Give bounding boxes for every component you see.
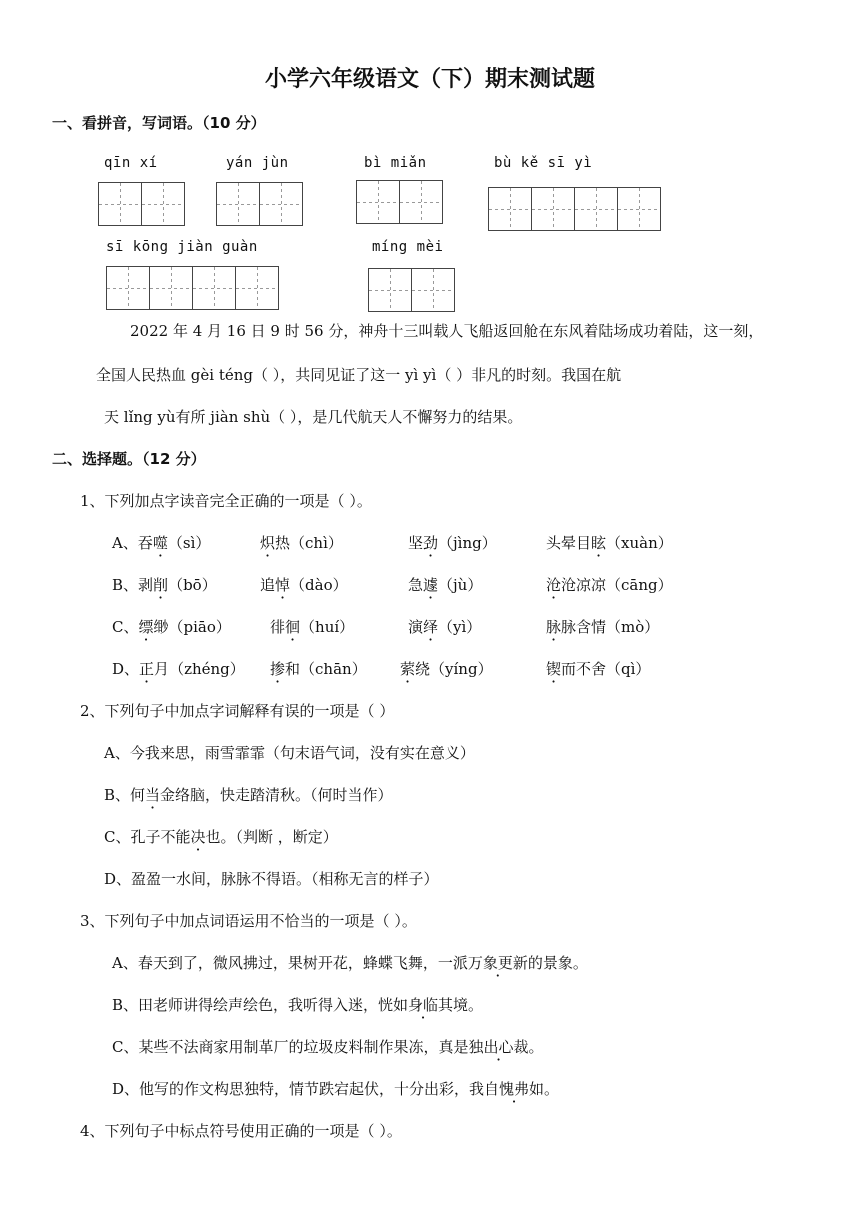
dotted-char: 徊 [285,618,301,636]
pinyin-mingmei: míng mèi [372,239,444,255]
answer-cell[interactable] [488,187,532,231]
word-part: 追 [260,576,276,594]
q1-option-d[interactable] [112,658,245,679]
answer-cell[interactable] [531,187,575,231]
dotted-char: 悼 [275,576,291,594]
word-part: 沧凉凉 [561,576,607,594]
text-part: 的景象。 [527,954,588,972]
dotted-char: 掺 [270,660,286,678]
dotted-char: 决 [190,828,206,846]
dotted-phrase: 独出心裁 [468,1038,529,1056]
section-2-heading: 二、选择题。（12 分） [52,450,206,468]
text-part: B、田老师讲得绘声绘色，我听得入迷， [112,996,379,1014]
dotted-char: 劲 [423,534,439,552]
dotted-char: 削 [153,576,169,594]
dotted-char: 当 [145,786,161,804]
q1-option-c-word-4 [546,616,659,637]
text-part: D、他写的作文构思独特，情节跌宕起伏，十分出彩，我 [112,1080,485,1098]
word-part: 徘 [270,618,286,636]
pinyin-reading: （jù） [438,576,483,594]
text-part: 。 [468,996,484,1014]
text-part: 金络脑，快走踏清秋。（何时当作） [160,786,393,804]
pinyin-reading: （yì） [438,618,482,636]
q1-option-a-word-4 [546,532,673,553]
q2-option-b[interactable] [104,784,393,805]
word-part: 吞 [137,534,153,552]
word-part: 缈 [153,618,169,636]
word-part: 脉含情 [561,618,607,636]
dotted-phrase: 万象更新 [467,954,528,972]
pinyin-reading: （yíng） [430,660,493,678]
word-part: 绕 [415,660,431,678]
answer-grid-sikongjianguan[interactable] [106,266,278,310]
text-part: C、某些不法商家用制革厂的垃圾皮料制作果冻，真是 [112,1038,469,1056]
answer-cell[interactable] [574,187,618,231]
answer-cell[interactable] [98,182,142,226]
q3-option-d[interactable] [112,1078,559,1099]
answer-grid-bimian[interactable] [356,180,442,224]
text-part: 。 [528,1038,544,1056]
word-part: 和 [285,660,301,678]
dotted-char: 眩 [591,534,607,552]
q1-option-d-word-4 [546,658,650,679]
answer-grid-mingmei[interactable] [368,268,454,312]
dotted-char: 绎 [423,618,439,636]
answer-cell[interactable] [368,268,412,312]
pinyin-reading: （piāo） [168,618,231,636]
question-4-stem: 4、下列句子中标点符号使用正确的一项是（ ）。 [80,1122,402,1140]
option-label: A、 [112,534,138,552]
pinyin-reading: （xuàn） [606,534,673,552]
q1-option-c-word-2 [270,616,354,637]
dotted-char: 萦 [400,660,416,678]
answer-cell[interactable] [411,268,455,312]
answer-grid-yanjun[interactable] [216,182,302,226]
pinyin-reading: （zhéng） [169,660,245,678]
pinyin-sikongjianguan: sī kōng jiàn guàn [106,239,258,255]
answer-cell[interactable] [141,182,185,226]
q1-option-c-word-3 [408,616,481,637]
text-part: C、孔子不能 [104,828,191,846]
q2-option-a[interactable]: A、今我来思，雨雪霏霏（句末语气词，没有实在意义） [104,744,475,762]
dotted-char: 炽 [260,534,276,552]
text-part: 。 [544,1080,560,1098]
q3-option-c[interactable] [112,1036,544,1057]
pinyin-reading: （jìng） [438,534,497,552]
dotted-phrase: 自愧弗如 [484,1080,545,1098]
text-part: B、何 [104,786,146,804]
q1-option-b[interactable] [112,574,217,595]
q3-option-b[interactable] [112,994,483,1015]
answer-cell[interactable] [399,180,443,224]
word-part: 热 [275,534,291,552]
text-part: 也。（判断 ，断定） [205,828,338,846]
pinyin-bukesiyi: bù kě sī yì [494,155,593,171]
q1-option-b-word-3 [408,574,482,595]
q2-option-d[interactable]: D、盈盈一水间，脉脉不得语。（相称无言的样子） [104,870,439,888]
pinyin-reading: （mò） [606,618,660,636]
word-part: 急 [408,576,424,594]
word-part: 演 [408,618,424,636]
q1-option-b-word-4 [546,574,673,595]
pinyin-bimian: bì miǎn [364,155,427,171]
answer-cell[interactable] [216,182,260,226]
pinyin-qinxi: qīn xí [104,155,158,171]
dotted-char: 噬 [152,534,168,552]
pinyin-reading: （bō） [168,576,217,594]
dotted-char: 遽 [423,576,439,594]
dotted-char: 脉 [546,618,562,636]
question-2-stem: 2、下列句子中加点字词解释有误的一项是（ ） [80,702,395,720]
page-title: 小学六年级语文（下）期末测试题 [264,67,595,92]
pinyin-reading: （chì） [290,534,343,552]
pinyin-reading: （sì） [167,534,211,552]
answer-cell[interactable] [259,182,303,226]
answer-grid-qinxi[interactable] [98,182,184,226]
word-part: 头晕目 [546,534,592,552]
answer-grid-bukesiyi[interactable] [488,187,660,231]
q2-option-c[interactable] [104,826,338,847]
passage-line-3: 天 lǐng yù有所 jiàn shù（ ），是几代航天人不懈努力的结果。 [104,408,523,426]
q1-option-d-word-3 [400,658,493,679]
option-label: B、 [112,576,139,594]
q1-option-b-word-2 [260,574,348,595]
passage-line-1: 2022 年 4 月 16 日 9 时 56 分，神舟十三叫载人飞船返回舱在东风着陆场成功着陆，这一刻， [130,322,764,340]
word-part: 而不舍 [561,660,607,678]
dotted-char: 沧 [546,576,562,594]
dotted-char: 锲 [546,660,562,678]
question-3-stem: 3、下列句子中加点词语运用不恰当的一项是（ ）。 [80,912,417,930]
option-label: D、 [112,660,140,678]
pinyin-reading: （cāng） [606,576,673,594]
pinyin-yanjun: yán jùn [226,155,289,171]
question-1-stem: 1、下列加点字读音完全正确的一项是（ ）。 [80,492,372,510]
answer-cell[interactable] [235,266,279,310]
answer-cell[interactable] [192,266,236,310]
answer-cell[interactable] [356,180,400,224]
pinyin-reading: （chān） [300,660,367,678]
pinyin-reading: （qì） [606,660,651,678]
answer-cell[interactable] [149,266,193,310]
word-part: 月 [154,660,170,678]
answer-cell[interactable] [106,266,150,310]
text-part: A、春天到了，微风拂过，果树开花，蜂蝶飞舞，一派 [112,954,468,972]
pinyin-reading: （huí） [300,618,355,636]
answer-cell[interactable] [617,187,661,231]
word-part: 坚 [408,534,424,552]
q1-option-d-word-2 [270,658,367,679]
pinyin-reading: （dào） [290,576,348,594]
section-1-heading: 一、看拼音，写词语。（10 分） [52,114,266,132]
q1-option-a-word-2 [260,532,343,553]
passage-line-2: 全国人民热血 gèi téng（ ），共同见证了这一 yì yì（ ）非凡的时刻。我国在航 [96,366,622,384]
q1-option-a[interactable] [112,532,210,553]
dotted-phrase: 恍如身临其境 · [378,996,468,1014]
option-label: C、 [112,618,139,636]
dotted-char: 缥 [138,618,154,636]
word-part: 剥 [138,576,154,594]
q1-option-c[interactable] [112,616,231,637]
q1-option-a-word-3 [408,532,497,553]
q3-option-a[interactable] [112,952,588,973]
dotted-char: 正 [139,660,155,678]
